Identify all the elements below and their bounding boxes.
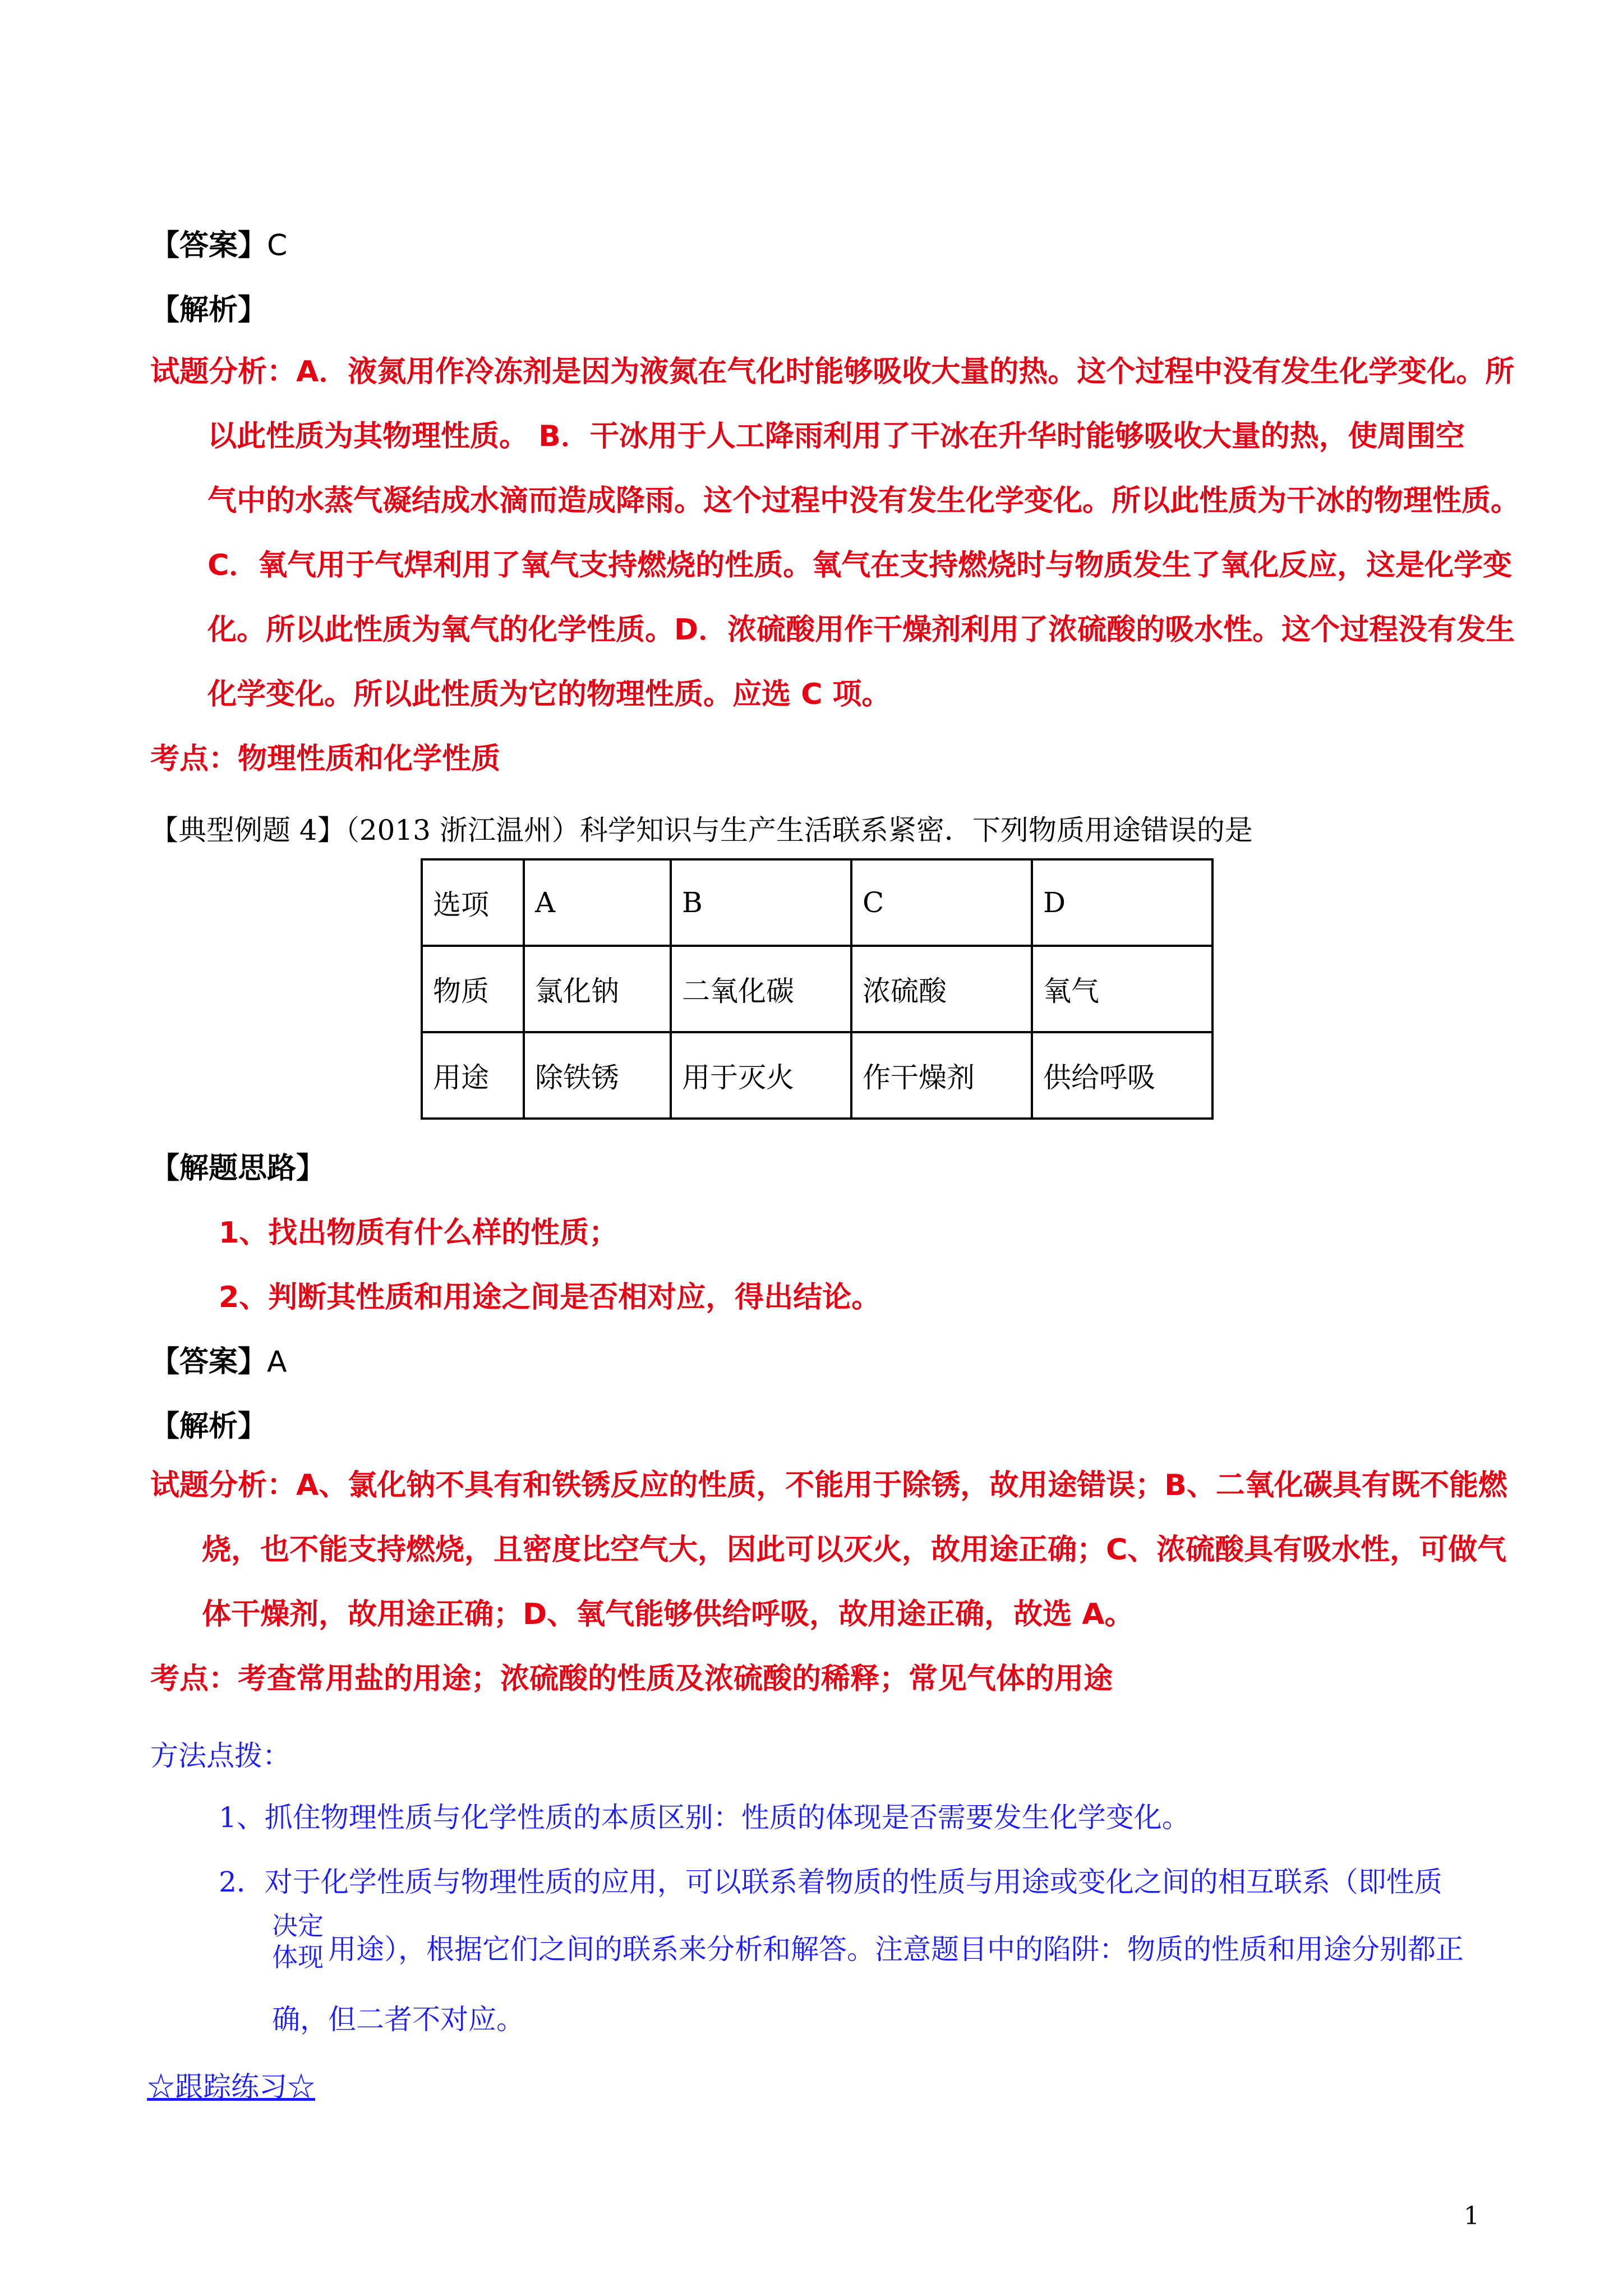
example-question: 【典型例题 4】（2013 浙江温州）科学知识与生产生活联系紧密．下列物质用途错误的是 (150, 814, 1253, 846)
table-cell: 除铁锈 (524, 1032, 671, 1119)
analysis-line: 化。所以此性质为氧气的化学性质。D．浓硫酸用作干燥剂利用了浓硫酸的吸水性。这个过程没有发生 (208, 613, 1515, 647)
table-cell: 氧气 (1032, 946, 1212, 1032)
table-cell: 二氧化碳 (671, 946, 851, 1032)
thinking-label: 【解题思路】 (150, 1152, 326, 1185)
answer-value: A (267, 1345, 287, 1379)
table-cell: A (524, 859, 671, 946)
answer-label (150, 1338, 287, 1380)
table-row (422, 1032, 1212, 1119)
analysis-line: 试题分析：A、氯化钠不具有和铁锈反应的性质，不能用于除锈，故用途错误；B、二氧化碳具有既不能燃 (150, 1469, 1507, 1502)
analysis-line: 气中的水蒸气凝结成水滴而造成降雨。这个过程中没有发生化学变化。所以此性质为干冰的物理性质。 (208, 484, 1520, 518)
analysis-line: 以此性质为其物理性质。 B．干冰用于人工降雨利用了干冰在升华时能够吸收大量的热，使周围空 (208, 420, 1465, 453)
analysis-line: 试题分析：A．液氮用作冷冻剂是因为液氮在气化时能够吸收大量的热。这个过程中没有发生化学变化。所 (150, 355, 1515, 389)
method-item: 用途），根据它们之间的联系来分析和解答。注意题目中的陷阱：物质的性质和用途分别都正 (328, 1933, 1464, 1966)
table-cell: C (851, 859, 1032, 946)
thinking-step: 1、找出物质有什么样的性质； (219, 1216, 619, 1250)
kaodian: 考点：考查常用盐的用途；浓硫酸的性质及浓硫酸的稀释；常见气体的用途 (150, 1662, 1113, 1696)
method-stack-top: 决定 (272, 1911, 324, 1941)
method-item: 1、抓住物理性质与化学性质的本质区别：性质的体现是否需要发生化学变化。 (219, 1801, 1190, 1834)
table-cell: 作干燥剂 (851, 1032, 1032, 1119)
kaodian: 考点：物理性质和化学性质 (150, 742, 501, 776)
analysis-line: 化学变化。所以此性质为它的物理性质。应选 C 项。 (208, 678, 891, 711)
table-cell: 用于灭火 (671, 1032, 851, 1119)
method-label: 方法点拨： (150, 1740, 291, 1772)
table-cell: 物质 (422, 946, 524, 1032)
answer-label-text: 【答案】 (150, 1345, 268, 1379)
table-cell: 用途 (422, 1032, 524, 1119)
thinking-step: 2、判断其性质和用途之间是否相对应，得出结论。 (219, 1281, 881, 1314)
table-row (422, 946, 1212, 1032)
table-cell: B (671, 859, 851, 946)
table-cell: D (1032, 859, 1212, 946)
answer-label-text: 【答案】 (150, 229, 268, 263)
analysis-line: C．氧气用于气焊利用了氧气支持燃烧的性质。氧气在支持燃烧时与物质发生了氧化反应，这是化学变 (208, 549, 1513, 582)
method-item: 确，但二者不对应。 (272, 2003, 524, 2036)
method-stack (272, 1910, 324, 1973)
page-number: 1 (1464, 2202, 1479, 2230)
follow-practice-link[interactable]: ☆跟踪练习☆ (147, 2070, 315, 2103)
analysis-line: 体干燥剂，故用途正确；D、氧气能够供给呼吸，故用途正确，故选 A。 (202, 1598, 1134, 1631)
analysis-line: 烧，也不能支持燃烧，且密度比空气大，因此可以灭火，故用途正确；C、浓硫酸具有吸水性，可做气 (202, 1533, 1507, 1567)
table-cell: 供给呼吸 (1032, 1032, 1212, 1119)
analysis-label: 【解析】 (150, 1410, 268, 1443)
analysis-label: 【解析】 (150, 293, 268, 327)
table-row (422, 859, 1212, 946)
answer-label (150, 222, 287, 264)
method-stack-bottom: 体现 (272, 1942, 324, 1972)
table-cell: 氯化钠 (524, 946, 671, 1032)
answer-value: C (267, 229, 288, 263)
table-cell: 选项 (422, 859, 524, 946)
method-item: 2．对于化学性质与物理性质的应用，可以联系着物质的性质与用途或变化之间的相互联系（即性质 (219, 1866, 1442, 1898)
table-cell: 浓硫酸 (851, 946, 1032, 1032)
options-table (421, 858, 1214, 1120)
